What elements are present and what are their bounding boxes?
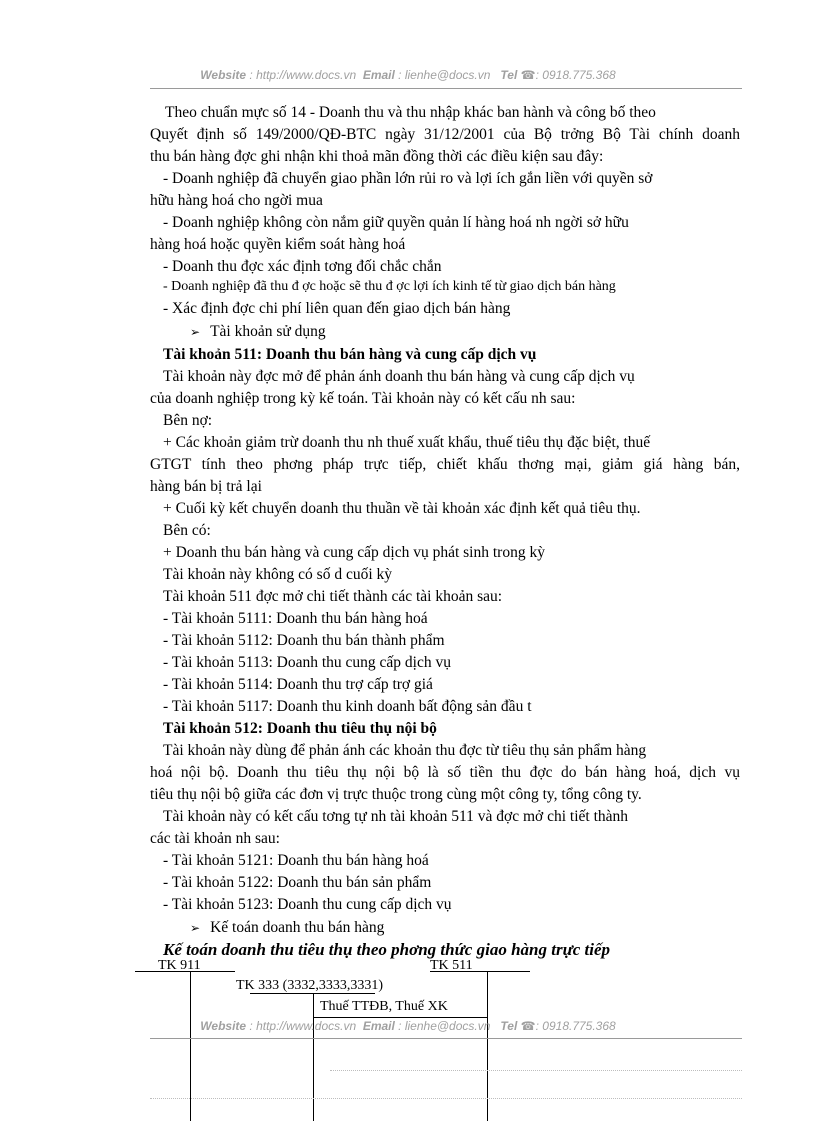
arrowhead-bullet-icon: ➢ — [190, 325, 201, 339]
paragraph-line: GTGT tính theo phơng pháp trực tiếp, chiết khấu thơng mại, giảm giá hàng bán, — [150, 456, 740, 473]
paragraph-line: của doanh nghiệp trong kỳ kế toán. Tài khoản này có kết cấu nh sau: — [150, 390, 576, 407]
paragraph-line: + Cuối kỳ kết chuyển doanh thu thuần về tài khoản xác định kết quả tiêu thụ. — [163, 500, 641, 517]
tel-label: Tel — [500, 1019, 518, 1033]
email-label: Email — [362, 1019, 395, 1033]
paragraph-line: Tài khoản 511 đợc mở chi tiết thành các tài khoản sau: — [163, 588, 503, 605]
paragraph-line: + Doanh thu bán hàng và cung cấp dịch vụ phát sinh trong kỳ — [163, 544, 545, 561]
website-url[interactable]: : http://www.docs.vn — [249, 68, 357, 82]
paragraph-line: - Doanh nghiệp đã thu đ ợc hoặc sẽ thu đ ợc lợi ích kinh tế từ giao dịch bán hàng — [163, 279, 616, 294]
subsection-label: Kế toán doanh thu bán hàng — [210, 919, 385, 936]
paragraph-line: - Xác định đợc chi phí liên quan đến giao dịch bán hàng — [163, 300, 511, 317]
list-item: - Tài khoản 5114: Doanh thu trợ cấp trợ giá — [163, 676, 433, 693]
tel-value: : 0918.775.368 — [535, 1019, 616, 1033]
dotted-rule — [330, 1070, 742, 1071]
diagram-flow-line — [313, 1017, 487, 1018]
paragraph-line: - Doanh nghiệp không còn nắm giữ quyền quản lí hàng hoá nh ngời sở hữu — [163, 214, 629, 231]
tk-511-label: TK 511 — [430, 958, 473, 973]
page-footer-header — [0, 1019, 816, 1033]
account-512-heading: Tài khoản 512: Doanh thu tiêu thụ nội bộ — [163, 720, 437, 737]
diagram-title: Kế toán doanh thu tiêu thụ theo phơng thức giao hàng trực tiếp — [163, 940, 611, 959]
paragraph-line: thu bán hàng đợc ghi nhận khi thoả mãn đồng thời các điều kiện sau đây: — [150, 148, 604, 165]
phone-icon: ☎ — [520, 68, 536, 82]
paragraph-line: hàng bán bị trả lại — [150, 478, 262, 495]
tk-333-axis — [313, 993, 314, 1121]
paragraph-line: Tài khoản này đợc mở để phản ánh doanh thu bán hàng và cung cấp dịch vụ — [163, 368, 635, 385]
paragraph-line: hữu hàng hoá cho ngời mua — [150, 192, 323, 209]
paragraph-line: - Doanh nghiệp đã chuyển giao phần lớn rủi ro và lợi ích gắn liền với quyền sở — [163, 170, 653, 187]
tel-value: : 0918.775.368 — [535, 68, 616, 82]
paragraph-line: + Các khoản giảm trừ doanh thu nh thuế xuất khẩu, thuế tiêu thụ đặc biệt, thuế — [163, 434, 651, 451]
page-header — [0, 68, 816, 82]
website-url[interactable]: : http://www.docs.vn — [249, 1019, 357, 1033]
paragraph-line: hoá nội bộ. Doanh thu tiêu thụ nội bộ là số tiền thu đợc do bán hàng hoá, dịch vụ — [150, 764, 740, 781]
tk-911-bar — [135, 971, 235, 972]
list-item: - Tài khoản 5112: Doanh thu bán thành phẩm — [163, 632, 445, 649]
subsection-label: Tài khoản sử dụng — [210, 323, 326, 340]
email-label: Email — [362, 68, 395, 82]
tel-label: Tel — [500, 68, 518, 82]
header-rule — [150, 88, 742, 89]
phone-icon: ☎ — [520, 1019, 536, 1033]
list-item: - Tài khoản 5122: Doanh thu bán sản phẩm — [163, 874, 432, 891]
paragraph-line: Bên nợ: — [163, 412, 213, 429]
subsection-account-usage — [190, 322, 326, 342]
list-item: - Tài khoản 5117: Doanh thu kinh doanh bất động sản đầu t — [163, 698, 532, 715]
tk-333-label: TK 333 (3332,3333,3331) — [236, 978, 383, 993]
paragraph-line: Tài khoản này dùng để phản ánh các khoản thu đợc từ tiêu thụ sản phẩm hàng — [163, 742, 647, 759]
footer-header-rule — [150, 1038, 742, 1039]
arrowhead-bullet-icon: ➢ — [190, 921, 201, 935]
email-value[interactable]: : lienhe@docs.vn — [398, 1019, 491, 1033]
list-item: - Tài khoản 5123: Doanh thu cung cấp dịch vụ — [163, 896, 452, 913]
tk-911-label: TK 911 — [158, 958, 201, 973]
paragraph-line: Tài khoản này không có số d cuối kỳ — [163, 566, 393, 583]
website-label: Website — [200, 1019, 247, 1033]
paragraph-line: các tài khoản nh sau: — [150, 830, 280, 847]
paragraph-line: Quyết định số 149/2000/QĐ-BTC ngày 31/12/2001 của Bộ trởng Bộ Tài chính doanh — [150, 126, 740, 143]
paragraph-line: - Doanh thu đợc xác định tơng đối chắc chắn — [163, 258, 442, 275]
website-label: Website — [200, 68, 247, 82]
account-511-heading: Tài khoản 511: Doanh thu bán hàng và cung cấp dịch vụ — [163, 346, 537, 363]
paragraph-line: Bên có: — [163, 522, 211, 539]
email-value[interactable]: : lienhe@docs.vn — [398, 68, 491, 82]
tk-511-bar — [430, 971, 530, 972]
dotted-rule — [150, 1098, 742, 1099]
paragraph-line: tiêu thụ nội bộ giữa các đơn vị trực thuộc trong cùng một công ty, tổng công ty. — [150, 786, 642, 803]
tax-label: Thuế TTĐB, Thuế XK — [320, 999, 448, 1014]
paragraph-line: Tài khoản này có kết cấu tơng tự nh tài khoản 511 và đợc mở chi tiết thành — [163, 808, 628, 825]
subsection-revenue-accounting — [190, 918, 384, 938]
paragraph-line: hàng hoá hoặc quyền kiểm soát hàng hoá — [150, 236, 406, 253]
list-item: - Tài khoản 5113: Doanh thu cung cấp dịch vụ — [163, 654, 451, 671]
list-item: - Tài khoản 5121: Doanh thu bán hàng hoá — [163, 852, 429, 869]
list-item: - Tài khoản 5111: Doanh thu bán hàng hoá — [163, 610, 428, 627]
paragraph-line: Theo chuẩn mực số 14 - Doanh thu và thu nhập khác ban hành và công bố theo — [165, 104, 656, 121]
